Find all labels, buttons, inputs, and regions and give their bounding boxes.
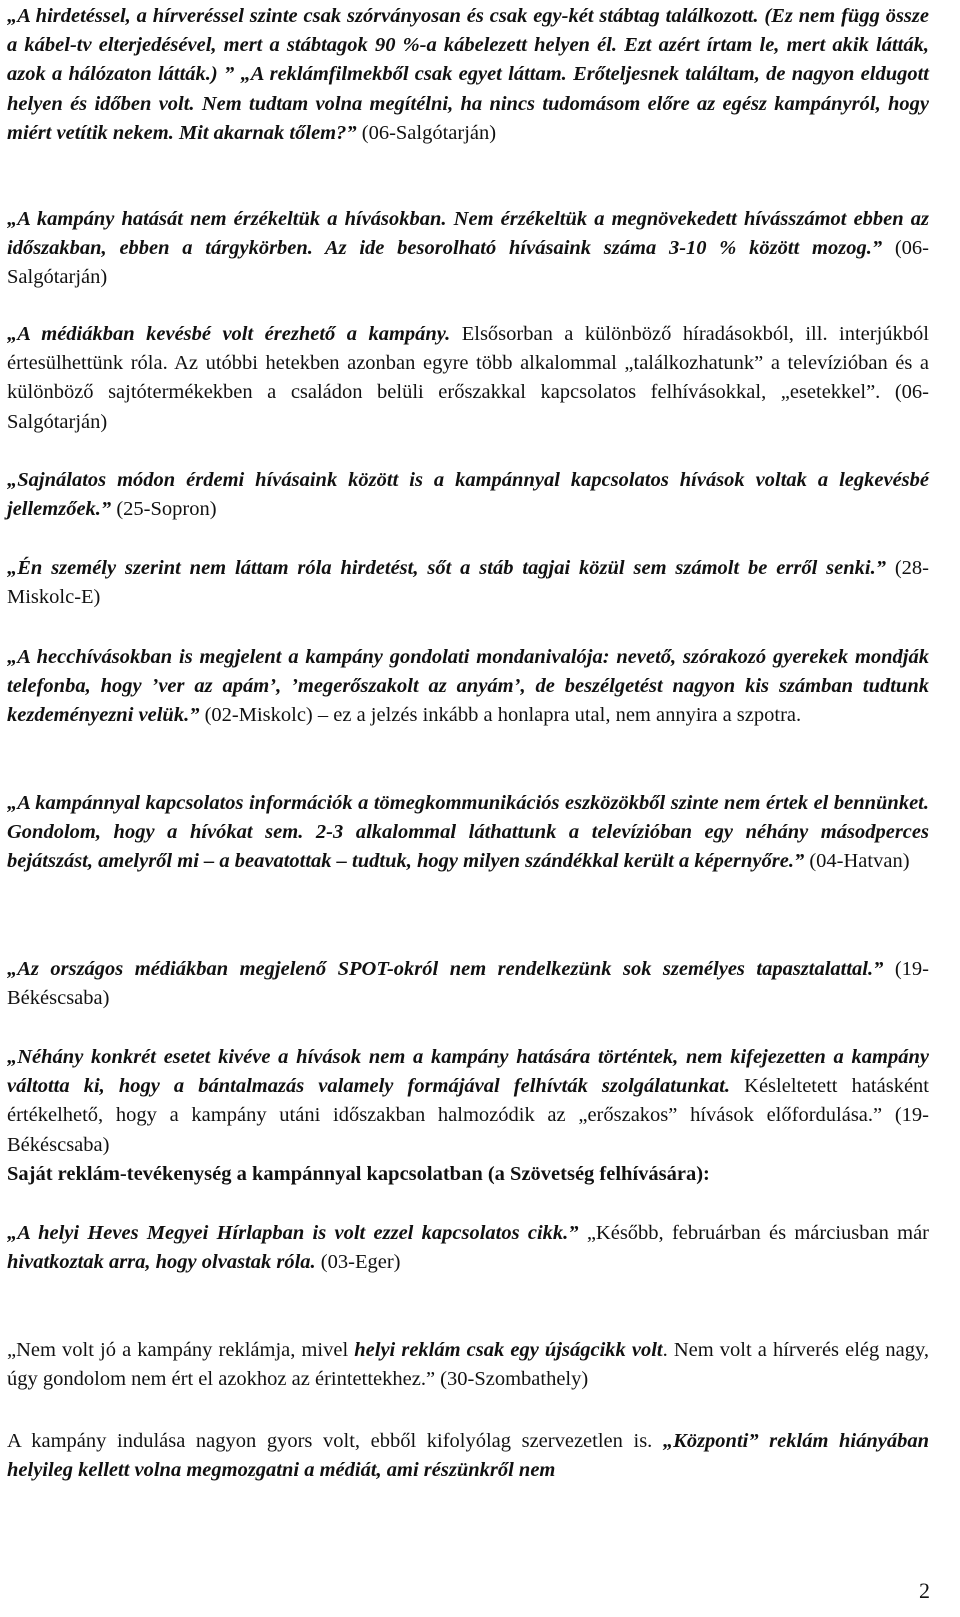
quote-paragraph-szombathely [7,1336,929,1394]
text-run: (06-Salgótarján) [356,121,497,144]
text-run: „Én személy szerint nem láttam róla hirdetést, sőt a stáb tagjai közül sem számolt be erről senki.” [7,557,886,579]
page-number: 2 [919,1578,930,1603]
text-run: (03-Eger) [315,1251,401,1274]
text-run: „A kampánnyal kapcsolatos információk a tömegkommunikációs eszközökből szinte nem értek el bennünket. Gondolom, hogy a hívókat sem. 2-3 alkalommal láthattunk a televízióban egy néhány másodperces bejátszást, amelyről mi – a beavatottak – tudtuk, hogy milyen szándékkal került a képernyőre.” [7,792,929,873]
text-run: „A hecchívásokban is megjelent a kampány gondolati mondanivalója: nevető, szórakozó gyerekek mondják telefonba, hogy ’ver az apám’, ’megerőszakolt az anyám’, de beszélgetést nagyon kis számban tudtunk kezdeményezni velük.” [7,646,929,727]
quote-paragraph-salgotarjan-3 [7,320,929,437]
text-run: A kampány indulása nagyon gyors volt, ebből kifolyólag szervezetlen is. [7,1430,663,1452]
text-run: „Központi” reklám hiányában helyileg kellett volna megmozgatni a médiát, ami részünkről nem [7,1430,929,1482]
text-run: Saját reklám-tevékenység a kampánnyal kapcsolatban (a Szövetség felhívására): [7,1163,710,1185]
text-run: „Nem volt jó a kampány reklámja, mivel [7,1339,355,1361]
text-run: „A médiákban kevésbé volt érezhető a kampány. [7,323,451,345]
quote-paragraph-miskolc [7,643,929,731]
text-run: „A kampány hatását nem érzékeltük a hívásokban. Nem érzékeltük a megnövekedett hívásszámot ebben az időszakban, ebben a tárgykörben. Az ide besorolható hívásaink száma 3-10 % között mozog.” [7,208,929,260]
text-run: helyi reklám csak egy újságcikk volt [354,1339,663,1361]
text-run: Elsősorban a különböző híradásokból, ill. interjúkból értesülhettünk róla. Az utóbbi hetekben azonban egyre több alkalommal „találkozhatunk” a televízióban és a különböző sajtótermékekben a családon belüli erőszakkal kapcsolatos felhívásokkal, „esetekkel”. (06-Salgótarján) [7,323,929,433]
text-run: (02-Miskolc) – ez a jelzés inkább a honlapra utal, nem annyira a szpotra. [199,704,802,727]
text-run: „Később, februárban és márciusban már [578,1222,929,1244]
text-run: „Sajnálatos módon érdemi hívásaink között is a kampánnyal kapcsolatos hívások voltak a legkevésbé jellemzőek.” [7,469,929,521]
quote-paragraph-miskolc-e [7,554,929,612]
section-heading-own-advertising [7,1160,929,1189]
text-run: hivatkoztak arra, hogy olvastak róla. [7,1251,316,1274]
text-run: (25-Sopron) [111,498,217,521]
text-run: „Néhány konkrét esetet kivéve a hívások nem a kampány hatására történtek, nem kifejezetten a kampány váltotta ki, hogy a bántalmazás valamely formájával felhívták szolgálatunkat. [7,1046,929,1098]
text-run: (28-Miskolc-E) [7,557,929,609]
text-run: . Nem volt a hírverés elég nagy, úgy gondolom nem ért el azokhoz az érintettekhez.” (30-Szombathely) [7,1339,930,1391]
text-run: (04-Hatvan) [804,850,910,873]
quote-paragraph-bekescsaba-1 [7,955,929,1013]
text-run: (19-Békéscsaba) [7,958,929,1010]
text-run: Késleltetett hatásként értékelhető, hogy a kampány utáni időszakban halmozódik az „erőszakos” hívások előfordulása.” (19-Békéscsaba) [7,1075,929,1156]
quote-paragraph-salgotarjan-1 [7,2,929,148]
text-run: „Az országos médiákban megjelenő SPOT-okról nem rendelkezünk sok személyes tapasztalattal.” [7,958,884,980]
text-run: „A hirdetéssel, a hírveréssel szinte csak szórványosan és csak egy-két stábtag találkozott. (Ez nem függ össze a kábel-tv elterjedésével, mert a stábtagok 90 %-a kábelezett helyen él. Ezt azért írtam le, mert akik látták, azok a hálózaton látták.) ” „A reklámfilmekből csak egyet láttam. Erőteljesnek találtam, de nagyon eldugott helyen és időben volt. Nem tudtam volna megítélni, ha nincs tudomásom előre az egész kampányról, hogy miért vetítik nekem. Mit akarnak tőlem?” [7,5,929,144]
paragraph-campaign-start [7,1427,929,1485]
quote-paragraph-salgotarjan-2 [7,205,929,293]
text-run: „A helyi Heves Megyei Hírlapban is volt ezzel kapcsolatos cikk.” [7,1222,579,1244]
quote-paragraph-eger [7,1219,929,1277]
quote-paragraph-bekescsaba-2 [7,1043,929,1160]
quote-paragraph-hatvan [7,789,929,877]
text-run: (06-Salgótarján) [7,237,929,289]
quote-paragraph-sopron [7,466,929,524]
